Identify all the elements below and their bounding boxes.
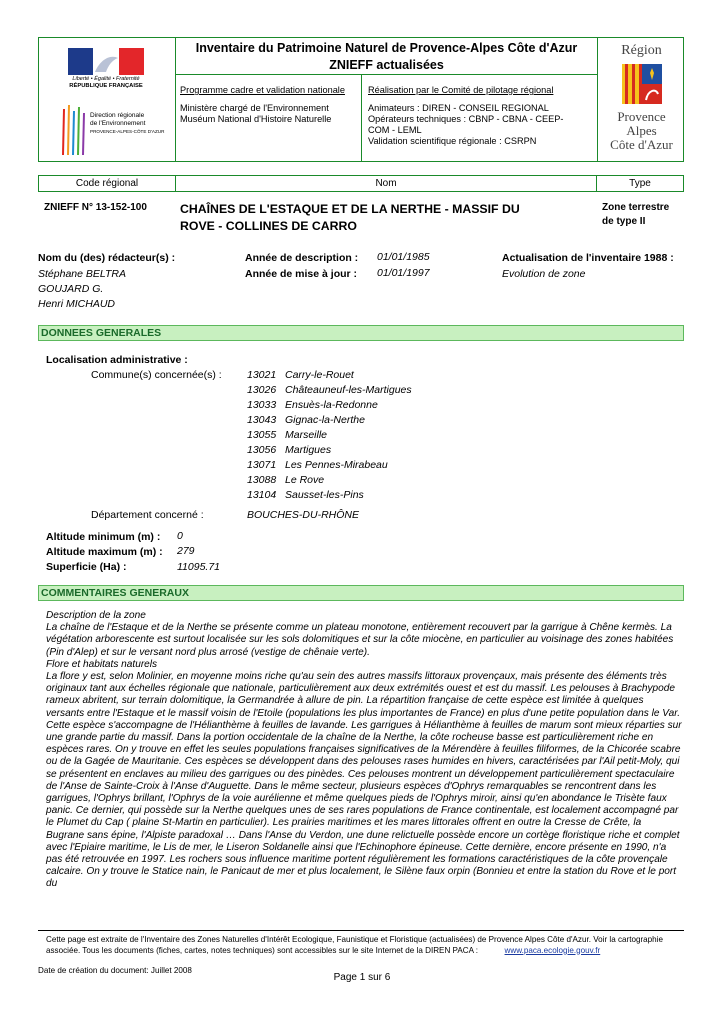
national-line: Ministère chargé de l'Environnement [180, 103, 329, 113]
region-line2: Alpes [626, 123, 657, 138]
znieff-code: ZNIEFF N° 13-152-100 [44, 202, 147, 213]
footer-divider [38, 930, 684, 931]
zone-type-line2: de type II [602, 216, 646, 227]
departement-label: Département concerné : [91, 509, 204, 521]
redacteur-name: Stéphane BELTRA [38, 268, 126, 280]
region-line1: Provence [617, 109, 666, 124]
redacteurs-label: Nom du (des) rédacteur(s) : [38, 252, 176, 264]
header-national-column [176, 75, 362, 162]
redacteur-name: Henri MICHAUD [38, 298, 116, 310]
region-shield-icon [622, 64, 662, 104]
motto: Liberté • Égalité • Fraternité [72, 76, 140, 82]
communes-list [247, 368, 467, 503]
section-commentaires-generaux: COMMENTAIRES GENERAUX [38, 585, 684, 601]
annee-description-value: 01/01/1985 [377, 251, 430, 263]
subheading-description: Description de la zone [46, 610, 146, 621]
regional-heading: Réalisation par le Comité de pilotage régional [368, 85, 554, 95]
annee-description-label: Année de description : [245, 252, 359, 264]
national-heading: Programme cadre et validation nationale [180, 85, 345, 95]
col-header-type: Type [597, 175, 684, 192]
redacteur-name: GOUJARD G. [38, 283, 104, 295]
altitude-max-label: Altitude maximum (m) : [46, 546, 163, 558]
col-header-nom: Nom [176, 175, 597, 192]
republic-label: RÉPUBLIQUE FRANÇAISE [69, 83, 143, 89]
actualisation-value: Evolution de zone [502, 268, 586, 280]
marianne-logo [68, 48, 144, 75]
col-header-code: Code régional [38, 175, 176, 192]
zone-type-line1: Zone terrestre [602, 202, 670, 213]
list-item: 13026 Châteauneuf-les-Martigues [247, 384, 412, 396]
footer-link[interactable]: www.paca.ecologie.gouv.fr [504, 945, 601, 955]
subheading-flore: Flore et habitats naturels [46, 658, 158, 670]
annee-maj-value: 01/01/1997 [377, 267, 430, 279]
zone-name-line1: CHAÎNES DE L'ESTAQUE ET DE LA NERTHE - MASSIF DU [180, 202, 520, 216]
logo-prefecture [38, 37, 176, 162]
page-subtitle: ZNIEFF actualisées [329, 58, 444, 72]
header-title-box [176, 37, 597, 75]
zone-name-line2: ROVE - COLLINES DE CARRO [180, 219, 357, 233]
footer-note [46, 935, 686, 956]
logo-region-paca [597, 37, 684, 162]
list-item: 13071 Les Pennes-Mirabeau [247, 459, 388, 471]
list-item: 13043 Gignac-la-Nerthe [247, 414, 365, 426]
paragraph-description: La chaîne de l'Estaque et de la Nerthe se présente comme un plateau monotone, entièrement recouvert par la garrigue à Chêne kermès. La végétation arborescente est surtout localisée sur les sols dolomitiques et sur la côte miocène, en particulier au voisinage des zones habitées (Pin d'Alep) et sur le versant nord plus arrosé (vestige de chênaie verte). [46, 622, 674, 658]
superficie-value: 11095.71 [177, 561, 221, 573]
section-donnees-generales: DONNEES GENERALES [38, 325, 684, 341]
diren-stripes [60, 103, 88, 155]
superficie-label: Superficie (Ha) : [46, 561, 127, 573]
regional-line: Validation scientifique régionale : CSRPN [368, 136, 537, 146]
national-line: Muséum National d'Histoire Naturelle [180, 114, 332, 124]
diren-line3: PROVENCE-ALPES-CÔTE D'AZUR [90, 129, 165, 134]
creation-date: Date de création du document: Juillet 2008 [38, 966, 192, 975]
list-item: 13021 Carry-le-Rouet [247, 369, 354, 381]
annee-maj-label: Année de mise à jour : [245, 268, 358, 280]
communes-label: Commune(s) concernée(s) : [91, 369, 222, 381]
region-word: Région [621, 43, 662, 58]
departement-value: BOUCHES-DU-RHÔNE [247, 509, 360, 521]
list-item: 13088 Le Rove [247, 474, 325, 486]
list-item: 13055 Marseille [247, 429, 328, 441]
localisation-label: Localisation administrative : [46, 354, 188, 366]
diren-line1: Direction régionale [90, 112, 145, 119]
commentaires-body [46, 610, 682, 891]
altitude-min-label: Altitude minimum (m) : [46, 531, 161, 543]
list-item: 13056 Martigues [247, 444, 332, 456]
diren-line2: de l'Environnement [90, 120, 146, 127]
footer-text: Cette page est extraite de l'Inventaire des Zones Naturelles d'Intérêt Ecologique, Faunistique et Floristique (actualisées) de Provence Alpes Côte d'Azur. Voir la cartographie associée. Tous les documents (fiches, cartes, notes techniques) sont accessibles sur le site Internet de la DIREN PACA : [46, 935, 663, 955]
region-line3: Côte d'Azur [610, 137, 673, 152]
list-item: 13104 Sausset-les-Pins [247, 489, 364, 501]
page-number: Page 1 sur 6 [333, 972, 391, 983]
paragraph-flore: La flore y est, selon Molinier, en moyenne moins riche qu'au sein des autres massifs littoraux provençaux, mais présente des éléments très originaux tant aux échelles régionale que nationale, particulièrement aux deux extrémités ouest et est du massif. Les pelouses à Brachypode rameux abritent, sur terrain dolomitique, la Germandrée à allure de pin. La répartition française de cette espèce est limitée à quelques versants entre l'Estaque et le massif voisin de l'Etoile (populations les plus importantes de France) en plus d'une petite population dans le Var. Cette espèce s'accompagne de l'Hélianthème à feuilles de lavande. Les garrigues à Hélianthème à feuilles de marum sont mieux réparties sur une grande partie du massif. Dans la portion occidentale de la chaîne de la Nerthe, la côte rocheuse basse est particulièrement riche en espèces rares. On y trouve en effet les seules populations françaises significatives de la Mérendère à feuilles filiformes, de la Chicorée scabre ou de la Gagée de Mauritanie. Ces espèces se développent dans des pelouses rases humides en hivers, caractérisées par l'Ail petit-Moly, qui se présentent en enclaves au milieu des garrigues ou des pinèdes. Ces pelouses montrent un développement particulièrement spectaculaire de l'Anse de Sainte-Croix à l'Anse d'Auguette. Dans le même secteur, plusieurs espèces d'Ophrys remarquables se rencontrent dans les garrigues, l'Ophrys brillant, l'Ophrys de la voie aurélienne et même quelques pieds de l'Ophrys miroir, ainsi qu'en abondance le Trisète faux panic. Ce dernier, qui possède sur la Nerthe quelques unes de ses rares populations de France continentale, est localement accompagné par le Plumet du Cap ( plaine St-Martin en particulier). Les prairies maritimes et les mares littorales offrent en outre la Cresse de Crête, la Bugrane sans épine, l'Alpiste paradoxal … Dans l'Anse du Verdon, une dune relictuelle possède encore un cortège floristique riche et complet avec l'Epiaire maritime, le Lis de mer, le Liseron Soldanelle ainsi que l'Echinophore épineuse. Cette dernière, encore présente en 1990, n'a pas été retrouvée en 1997. Les rochers sous influence maritime portent régulièrement les formations caractéristiques de la côte provençale calcaire. On y trouve le Statice nain, le Panicaut de mer et plus localement, le Silène faux orpin (Bonnieu et entre la station du Rove et le port du [46, 671, 682, 890]
page-title: Inventaire du Patrimoine Naturel de Provence-Alpes Côte d'Azur [195, 41, 578, 55]
header-regional-column [362, 75, 597, 162]
regional-line: Animateurs : DIREN - CONSEIL REGIONAL [368, 103, 549, 113]
regional-line: Opérateurs techniques : CBNP - CBNA - CEEP- [368, 114, 564, 124]
actualisation-label: Actualisation de l'inventaire 1988 : [502, 252, 674, 264]
regional-line: COM - LEML [368, 125, 422, 135]
altitude-max-value: 279 [177, 545, 195, 557]
list-item: 13033 Ensuès-la-Redonne [247, 399, 378, 411]
altitude-min-value: 0 [177, 530, 183, 542]
